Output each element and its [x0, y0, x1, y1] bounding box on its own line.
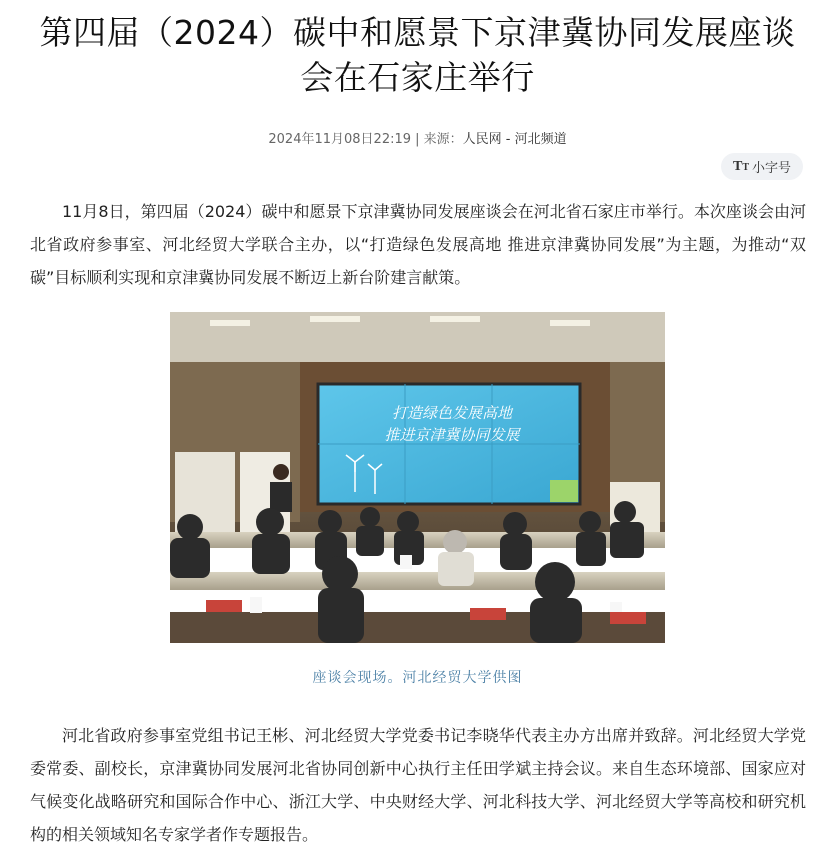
- title-line-1: 第四届（2024）碳中和愿景下京津冀协同发展座谈: [39, 13, 796, 52]
- screen-line-2: 推进京津冀协同发展: [384, 426, 520, 444]
- font-size-toggle-button[interactable]: [721, 153, 803, 180]
- article-tools: [0, 147, 835, 187]
- paragraph-2: 河北省政府参事室党组书记王彬、河北经贸大学党委书记李晓华代表主办方出席并致辞。河北经贸大学党委常委、副校长，京津冀协同发展河北省协同创新中心执行主任田学斌主持会议。来自生态环境部、国家应对气候变化战略研究和国际合作中心、浙江大学、中央财经大学、河北科技大学、河北经贸大学等高校和研究机构的相关领域知名专家学者作专题报告。: [30, 726, 806, 844]
- article-title: [0, 0, 835, 100]
- photo-caption: 座谈会现场。河北经贸大学供图: [312, 670, 523, 686]
- conference-photo: [170, 312, 665, 643]
- source-link[interactable]: 人民网 - 河北频道: [462, 132, 567, 147]
- publish-date: 2024年11月08日22:19 | 来源：: [268, 132, 463, 147]
- paragraph-1: 11月8日，第四届（2024）碳中和愿景下京津冀协同发展座谈会在河北省石家庄市举行。本次座谈会由河北省政府参事室、河北经贸大学联合主办，以“打造绿色发展高地 推进京津冀协同发展”为主题，为推动“双碳”目标顺利实现和京津冀协同发展不断迈上新台阶建言献策。: [30, 202, 806, 287]
- photo-figure: [0, 312, 835, 643]
- screen-line-1: 打造绿色发展高地: [391, 404, 513, 422]
- font-size-toggle-label: 小字号: [751, 161, 791, 176]
- article-meta: [0, 128, 835, 147]
- text-size-icon: TT: [732, 158, 749, 174]
- title-line-2: 会在石家庄举行: [300, 58, 535, 97]
